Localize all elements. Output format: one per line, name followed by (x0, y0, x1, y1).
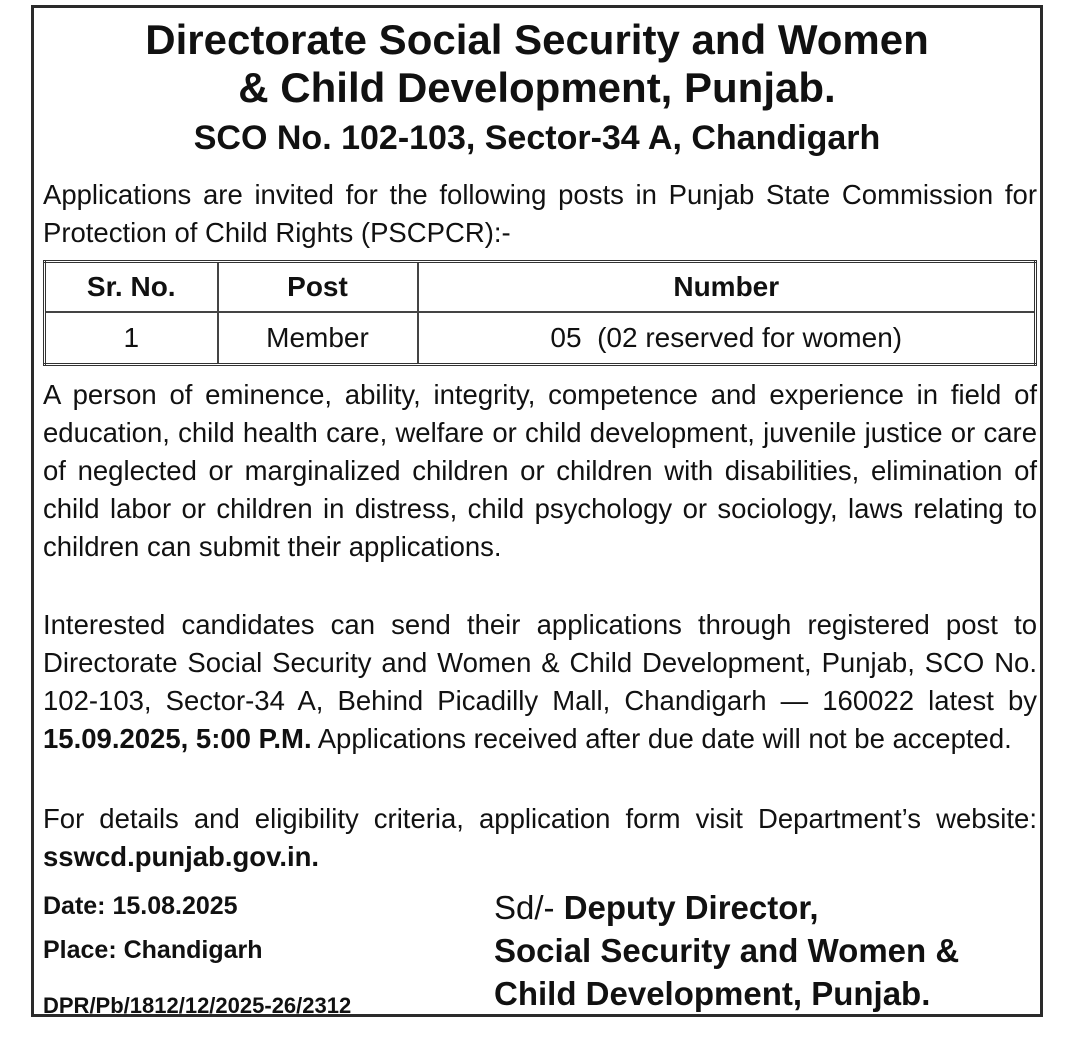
website-link[interactable]: sswcd.punjab.gov.in. (43, 841, 320, 872)
department-title-line1: Directorate Social Security and Women (145, 16, 929, 63)
notice-date: Date: 15.08.2025 (43, 892, 238, 920)
deadline-text: 15.09.2025, 5:00 P.M. (43, 723, 312, 754)
table-row (45, 312, 1036, 365)
signature-line1 (494, 886, 959, 929)
signature-line3: Child Development, Punjab. (494, 975, 931, 1012)
submission-paragraph (43, 606, 1037, 758)
column-header-number: Number (418, 262, 1036, 313)
signature-block (494, 886, 959, 1015)
cell-sr-no: 1 (45, 312, 218, 365)
details-paragraph (43, 800, 1037, 876)
details-text: For details and eligibility criteria, application form visit Department’s website: (43, 803, 1037, 834)
posts-table (43, 260, 1037, 366)
department-address: SCO No. 102-103, Sector-34 A, Chandigarh (193, 119, 881, 157)
notice-box (31, 5, 1043, 1017)
column-header-post: Post (218, 262, 418, 313)
dpr-reference: DPR/Pb/1812/12/2025-26/2312 (43, 993, 352, 1018)
cell-number: 05 (02 reserved for women) (418, 312, 1036, 365)
signature-prefix: Sd/- (494, 889, 564, 926)
submission-text: Interested candidates can send their applications through registered post to Directorate Social Security and Women & Child Development, Punjab, SCO No. 102-103, Sector-34 A, Behind Picadilly Mall, Chandigarh — 160022 latest by (43, 609, 1037, 716)
column-header-sr-no: Sr. No. (45, 262, 218, 313)
intro-paragraph: Applications are invited for the following posts in Punjab State Commission for Protection of Child Rights (PSCPCR):- (43, 179, 1037, 248)
eligibility-paragraph: A person of eminence, ability, integrity, competence and experience in field of education, child health care, welfare or child development, juvenile justice or care of neglected or marginalized children or children with disabilities, elimination of child labor or children in distress, child psychology or sociology, laws relating to children can submit their applications. (43, 379, 1037, 562)
late-notice-text: Applications received after due date will not be accepted. (311, 723, 1012, 754)
notice-place: Place: Chandigarh (43, 936, 263, 964)
cell-post: Member (218, 312, 418, 365)
signature-line2: Social Security and Women & (494, 932, 960, 969)
table-header-row (45, 262, 1036, 313)
signatory-title: Deputy Director, (563, 889, 819, 926)
department-title-line2: & Child Development, Punjab. (238, 64, 836, 111)
